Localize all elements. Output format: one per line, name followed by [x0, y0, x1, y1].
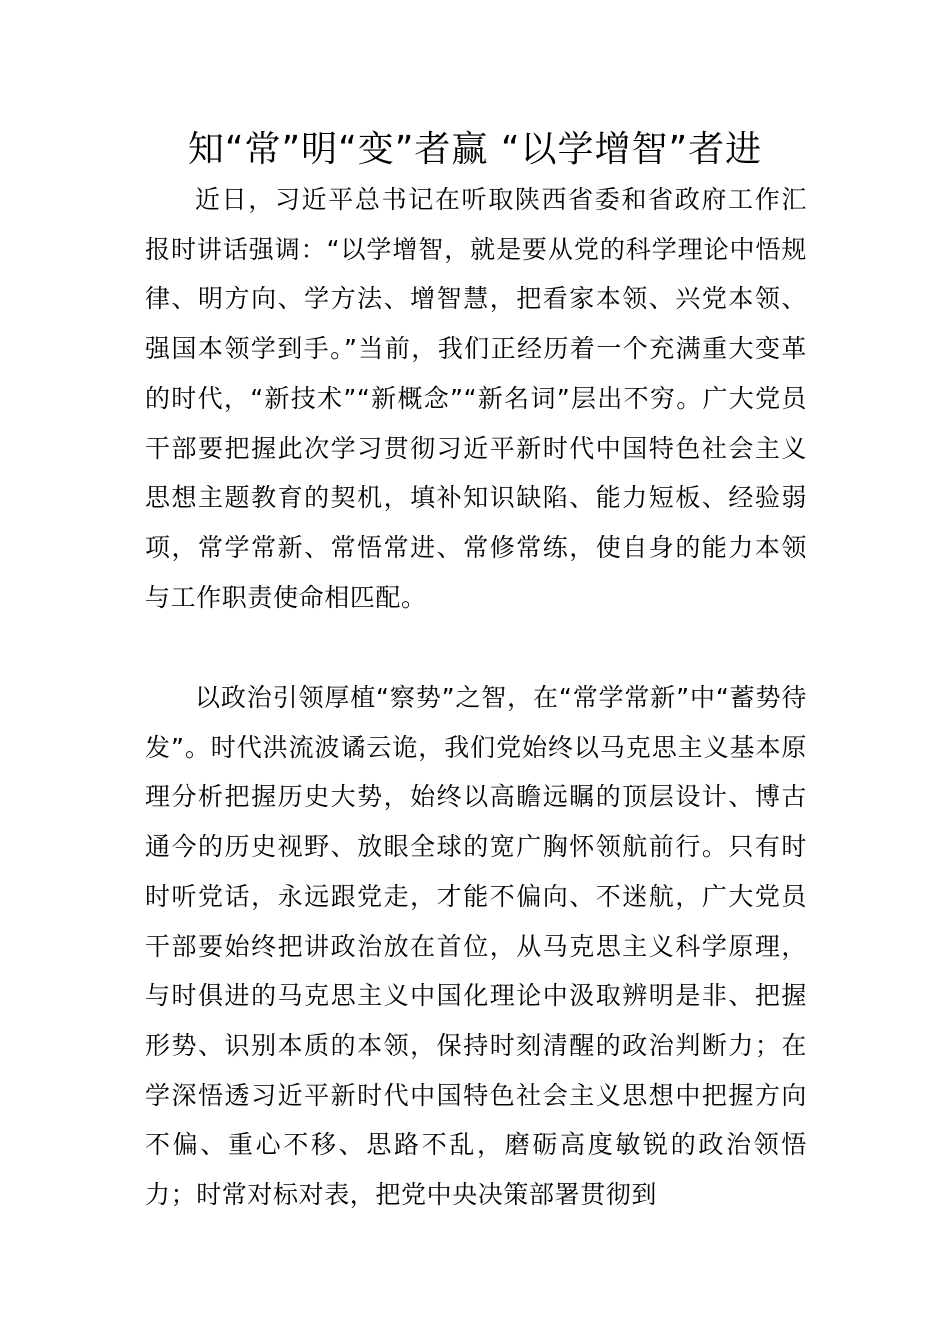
paragraph-intro: 近日，习近平总书记在听取陕西省委和省政府工作汇报时讲话强调：“以学增智，就是要从党的科学理论中悟规律、明方向、学方法、增智慧，把看家本领、兴党本领、强国本领学到手。”当前，我们正经历着一个充满重大变革的时代，“新技术”“新概念”“新名词”层出不穷。广大党员干部要把握此次学习贯彻习近平新时代中国特色社会主义思想主题教育的契机，填补知识缺陷、能力短板、经验弱项，常学常新、常悟常进、常修常练，使自身的能力本领与工作职责使命相匹配。	[145, 185, 807, 612]
document-title: 知“常”明“变”者赢 “以学增智”者进	[187, 129, 763, 170]
paragraph-political-guidance: 以政治引领厚植“察势”之智，在“常学常新”中“蓄势待发”。时代洪流波谲云诡，我们党始终以马克思主义基本原理分析把握历史大势，始终以高瞻远瞩的顶层设计、博古通今的历史视野、放眼全球的宽广胸怀领航前行。只有时时听党话，永远跟党走，才能不偏向、不迷航，广大党员干部要始终把讲政治放在首位，从马克思主义科学原理，与时俱进的马克思主义中国化理论中汲取辨明是非、把握形势、识别本质的本领，保持时刻清醒的政治判断力；在学深悟透习近平新时代中国特色社会主义思想中把握方向不偏、重心不移、思路不乱，磨砺高度敏锐的政治领悟力；时常对标对表，把党中央决策部署贯彻到	[145, 683, 807, 1210]
